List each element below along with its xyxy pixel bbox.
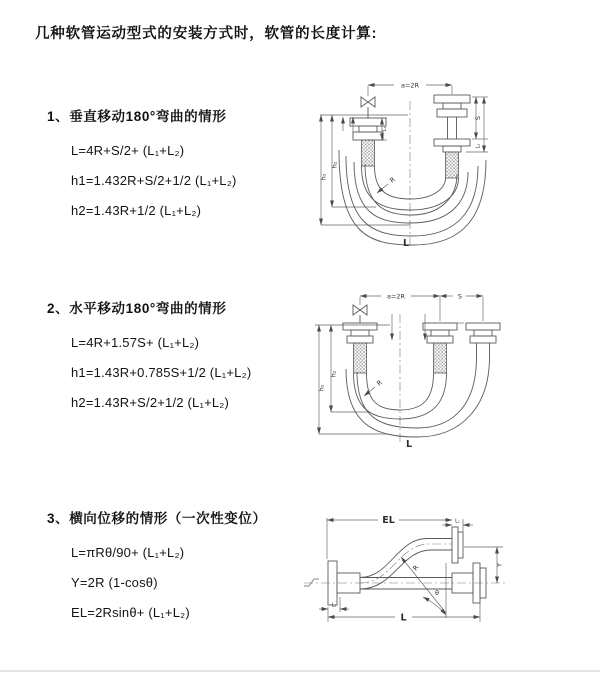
dim-y [464,547,504,583]
formula-line: h2=1.43R+1/2 (L₁+L₂) [71,203,202,218]
radius-callout [377,175,397,193]
reference-arrows [392,314,425,340]
dim-el [327,515,452,559]
dim-a2r [360,293,483,322]
dim-label-y: Y [495,563,504,567]
formula-line: Y=2R (1-cosθ) [71,575,158,590]
dim-l-bottom [328,599,480,624]
valve-icon [353,305,367,323]
flange-right [434,95,470,178]
diagram-vertical-180-bend [318,73,586,253]
dim-l1-left [319,597,349,612]
dim-label-h2: h₂ [329,370,338,378]
dim-label-h1: h₁ [319,173,328,181]
formula-line: EL=2Rsinθ+ (L₁+L₂) [71,605,190,620]
flange-left [350,118,386,166]
dim-label-a2r: a=2R [400,81,420,90]
page-bottom-edge [0,670,600,672]
dim-label-l1-side: L₁ [475,143,482,149]
dim-label-s: S [474,115,482,121]
page-title: 几种软管运动型式的安装方式时，软管的长度计算: [35,26,378,42]
dim-label-s: S [457,292,463,301]
formula-line: L=4R+1.57S+ (L₁+L₂) [71,335,200,350]
braided-hose-section [354,343,367,373]
dim-label-l1-left: L₁ [331,602,337,609]
flange-left [343,323,377,373]
dim-label-a2r: a=2R [386,292,406,301]
diagram-horizontal-180-bend [313,284,591,452]
hose-arcs [339,150,486,245]
section-2-text [47,297,251,418]
radius-label: R [375,378,384,388]
radius-label: R [388,175,397,185]
section-1-heading: 1、垂直移动180°弯曲的情形 [47,109,227,124]
dim-label-l: L [405,439,413,450]
hose-displaced [360,539,452,590]
dim-label-h1: h₁ [317,384,326,392]
braided-hose-section [434,343,447,373]
dim-label-l1-flange: L₁ [382,126,388,132]
hose-arcs [346,357,490,437]
radius-label: R [411,563,421,573]
dim-label-l: L [400,612,407,624]
formula-line: h1=1.432R+S/2+1/2 (L₁+L₂) [71,173,237,188]
radius-callout [401,557,446,618]
formula-line: L=4R+S/2+ (L₁+L₂) [71,143,185,158]
section-3-text [47,507,267,628]
dim-right-side [466,97,488,152]
flange-right-upper [452,527,463,563]
dim-label-h2: h₂ [330,161,339,169]
flange-right [450,323,500,357]
flange-middle [423,323,457,373]
break-mark [304,579,319,586]
formula-line: h2=1.43R+S/2+1/2 (L₁+L₂) [71,395,230,410]
dim-label-el: EL [382,515,395,526]
formula-line: h1=1.43R+0.785S+1/2 (L₁+L₂) [71,365,252,380]
angle-label: θ [435,589,439,597]
section-2-heading: 2、水平移动180°弯曲的情形 [47,301,227,316]
formula-line: L=πRθ/90+ (L₁+L₂) [71,545,185,560]
section-3-heading: 3、横向位移的情形（一次性变位） [47,511,267,526]
dim-l1-top [442,519,473,533]
dim-label-l1-top: L₁ [455,518,460,525]
braided-hose-section [362,140,375,166]
dim-a2r [368,82,452,97]
dim-label-l: L [402,238,410,249]
section-1-text [47,105,237,226]
diagram-lateral-displacement [300,505,510,629]
